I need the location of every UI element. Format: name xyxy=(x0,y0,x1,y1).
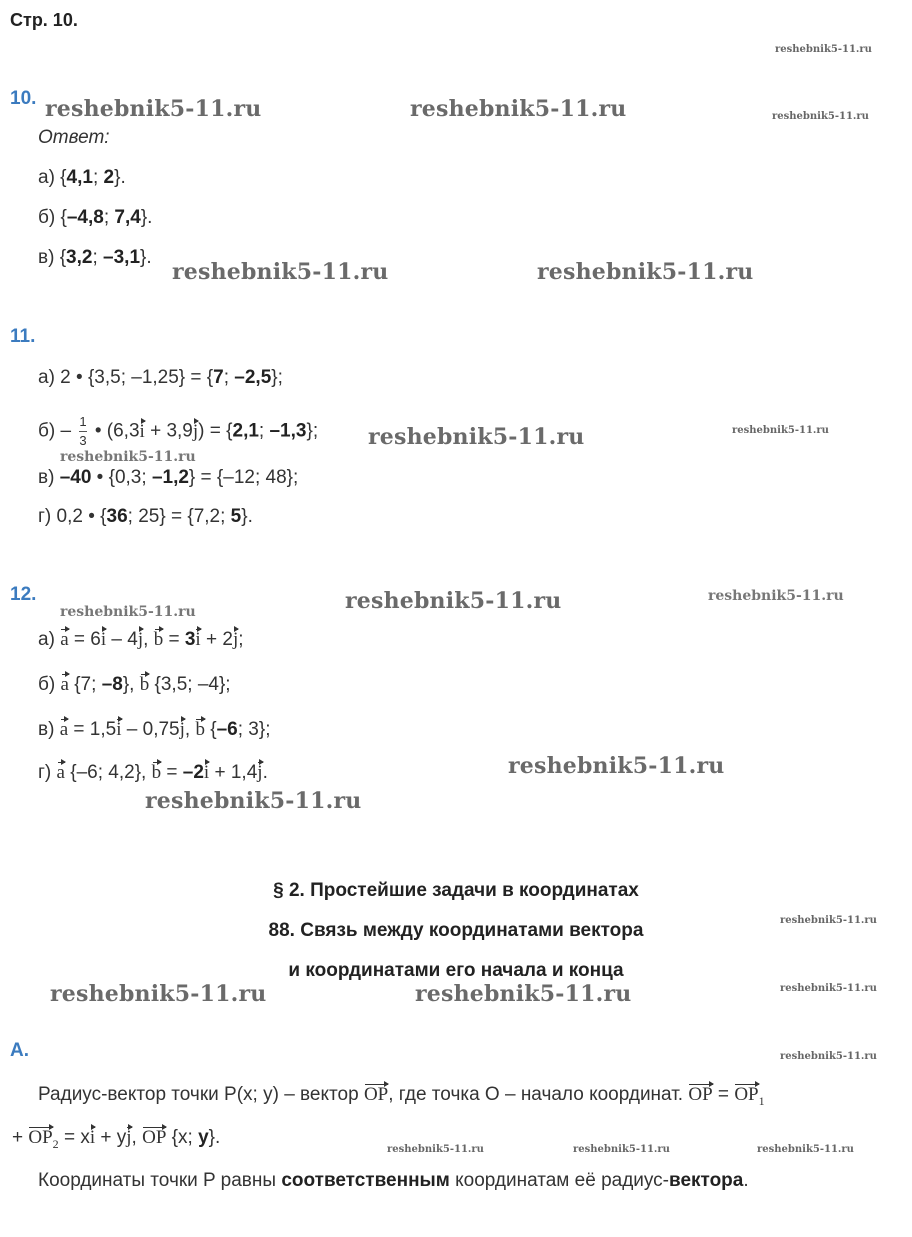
watermark: reshebnik5-11.ru xyxy=(508,753,725,779)
text: }; xyxy=(271,367,283,388)
text: б) – xyxy=(38,420,77,442)
bold-text: –4,8 xyxy=(66,207,104,228)
vector-symbol: b xyxy=(195,719,205,740)
text: ; xyxy=(223,367,235,388)
text: а) xyxy=(38,629,61,650)
text: • {0,3; xyxy=(91,467,152,488)
vector-subscript: 2 xyxy=(52,1136,59,1151)
section-subtitle: и координатами его начала и конца xyxy=(288,960,624,981)
answer-line xyxy=(38,761,268,785)
vector-symbol: j xyxy=(126,1127,132,1148)
vector-subscript: 1 xyxy=(758,1093,765,1108)
watermark: reshebnik5-11.ru xyxy=(410,96,627,122)
vector xyxy=(90,1127,95,1148)
vector-symbol: OP xyxy=(734,1084,759,1105)
watermark: reshebnik5-11.ru xyxy=(775,44,872,55)
text: ; xyxy=(92,247,104,268)
text: г) xyxy=(38,762,57,783)
watermark: reshebnik5-11.ru xyxy=(345,588,562,614)
watermark: reshebnik5-11.ru xyxy=(780,983,877,994)
text: , xyxy=(131,1127,143,1148)
fraction xyxy=(79,413,86,450)
text: ; xyxy=(92,167,104,188)
text: + 1,4 xyxy=(209,762,258,783)
answer-line xyxy=(38,206,152,230)
vector xyxy=(257,762,262,783)
vector xyxy=(152,762,162,783)
answer-line xyxy=(38,166,126,190)
vector-symbol: j xyxy=(232,629,239,650)
text: }. xyxy=(140,247,152,268)
text: а) { xyxy=(38,167,67,188)
text: = x xyxy=(58,1127,90,1148)
watermark: reshebnik5-11.ru xyxy=(368,424,585,450)
vector xyxy=(138,629,143,650)
bold-text: –2 xyxy=(182,762,204,783)
vector xyxy=(688,1084,712,1105)
vector xyxy=(60,719,68,740)
fraction-numerator: 1 xyxy=(79,414,87,429)
text: }. xyxy=(241,506,253,527)
bold-text: –1,2 xyxy=(151,467,189,488)
text: – 0,75 xyxy=(121,719,180,740)
text: в) xyxy=(38,467,60,488)
answer-line xyxy=(38,718,270,742)
vector xyxy=(195,719,205,740)
watermark: reshebnik5-11.ru xyxy=(780,1051,877,1062)
task-number-10: 10. xyxy=(10,88,37,109)
text: в) { xyxy=(38,247,67,268)
text: координатам её радиус- xyxy=(449,1170,670,1191)
text: + 2 xyxy=(200,629,233,650)
bold-text: 36 xyxy=(106,506,128,527)
answer-line xyxy=(38,505,253,529)
watermark: reshebnik5-11.ru xyxy=(60,449,196,465)
bold-text: 4,1 xyxy=(66,167,93,188)
vector-symbol: b xyxy=(151,762,162,783)
vector-symbol: OP xyxy=(142,1127,167,1148)
answer-label: Ответ: xyxy=(38,127,110,148)
vector xyxy=(180,719,185,740)
vector-symbol: a xyxy=(60,674,69,695)
task-number-12: 12. xyxy=(10,584,37,605)
text: = xyxy=(161,762,183,783)
watermark: reshebnik5-11.ru xyxy=(732,425,829,436)
vector-symbol: i xyxy=(116,719,122,740)
text: . xyxy=(262,762,268,783)
text: {x; xyxy=(166,1127,199,1148)
text: Координаты точки P равны xyxy=(38,1170,282,1191)
watermark: reshebnik5-11.ru xyxy=(45,96,262,122)
watermark: reshebnik5-11.ru xyxy=(387,1144,484,1155)
watermark: reshebnik5-11.ru xyxy=(780,915,877,926)
text: ; xyxy=(103,207,115,228)
vector-symbol: OP xyxy=(28,1127,53,1148)
bold-text: 7,4 xyxy=(114,207,141,228)
vector xyxy=(60,629,68,650)
vector-symbol: i xyxy=(89,1127,96,1148)
text: , xyxy=(143,629,154,650)
watermark: reshebnik5-11.ru xyxy=(708,588,844,604)
text: б) xyxy=(38,674,61,695)
bold-text: –40 xyxy=(59,467,92,488)
vector xyxy=(233,629,238,650)
bold-text: 3,2 xyxy=(66,247,93,268)
watermark: reshebnik5-11.ru xyxy=(537,259,754,285)
vector xyxy=(154,629,164,650)
vector xyxy=(116,719,121,740)
text: • (6,3 xyxy=(89,420,140,442)
text: = xyxy=(163,629,185,650)
vector xyxy=(140,674,150,695)
vector xyxy=(28,1127,59,1151)
text: }. xyxy=(208,1127,221,1148)
text: {3,5; –4}; xyxy=(149,674,231,695)
vector xyxy=(204,762,209,783)
answer-line xyxy=(38,628,244,652)
vector xyxy=(142,1127,166,1148)
text: {–6; 4,2}, xyxy=(64,762,152,783)
text: = xyxy=(712,1084,735,1105)
text: ; 3}; xyxy=(237,719,271,740)
text: + xyxy=(12,1127,29,1148)
bold-text: –6 xyxy=(216,719,238,740)
vector xyxy=(364,1084,388,1105)
answer-line xyxy=(38,366,283,390)
bold-text: –3,1 xyxy=(103,247,141,268)
section-subtitle: 88. Связь между координатами вектора xyxy=(268,920,644,941)
bold-text: вектора xyxy=(669,1170,744,1191)
bold-text: 2,1 xyxy=(232,420,259,442)
text: а) 2 • {3,5; –1,25} = { xyxy=(38,367,214,388)
text: } = {–12; 48}; xyxy=(188,467,299,488)
watermark: reshebnik5-11.ru xyxy=(757,1144,854,1155)
vector-symbol: j xyxy=(179,719,185,740)
vector-symbol: a xyxy=(60,629,69,650)
vector xyxy=(126,1127,131,1148)
text: Радиус-вектор точки P(x; y) – вектор xyxy=(38,1084,364,1105)
text: }; xyxy=(306,420,319,442)
text: . xyxy=(743,1170,749,1191)
bold-text: 7 xyxy=(213,367,224,388)
vector-symbol: a xyxy=(59,719,69,740)
vector-symbol: i xyxy=(100,629,107,650)
text: {7; xyxy=(68,674,102,695)
text: б) { xyxy=(38,207,67,228)
text: – 4 xyxy=(106,629,138,650)
watermark: reshebnik5-11.ru xyxy=(573,1144,670,1155)
text: ; 25} = {7,2; xyxy=(127,506,231,527)
paragraph-line xyxy=(12,1126,220,1156)
vector xyxy=(61,674,69,695)
vector xyxy=(734,1084,765,1108)
paragraph-line xyxy=(38,1083,765,1113)
paragraph-line xyxy=(38,1169,749,1193)
bold-text: 5 xyxy=(230,506,242,527)
part-label: А. xyxy=(10,1040,29,1061)
text: , xyxy=(184,719,196,740)
answer-line xyxy=(38,413,318,450)
watermark: reshebnik5-11.ru xyxy=(50,981,267,1007)
watermark: reshebnik5-11.ru xyxy=(415,981,632,1007)
answer-line xyxy=(38,466,298,490)
vector-symbol: i xyxy=(195,629,201,650)
text: в) xyxy=(38,719,60,740)
vector-symbol: OP xyxy=(688,1084,713,1105)
vector xyxy=(195,629,200,650)
task-number-11: 11. xyxy=(10,326,36,347)
text: г) 0,2 • { xyxy=(38,506,107,527)
vector-symbol: OP xyxy=(363,1084,389,1105)
watermark: reshebnik5-11.ru xyxy=(145,788,362,814)
section-title: § 2. Простейшие задачи в координатах xyxy=(273,880,639,901)
vector-symbol: j xyxy=(137,629,144,650)
bold-text: –2,5 xyxy=(234,367,272,388)
text: + 3,9 xyxy=(144,420,193,442)
text: = 1,5 xyxy=(68,719,117,740)
bold-text: 3 xyxy=(184,629,196,650)
page-label: Стр. 10. xyxy=(10,10,78,30)
answer-line xyxy=(38,246,152,270)
text: }. xyxy=(114,167,126,188)
vector-symbol: b xyxy=(139,674,150,695)
watermark: reshebnik5-11.ru xyxy=(772,111,869,122)
vector xyxy=(193,421,198,442)
answer-line xyxy=(38,673,231,697)
vector-symbol: j xyxy=(192,420,199,442)
vector xyxy=(140,421,145,442)
text: = 6 xyxy=(68,629,101,650)
bold-text: 2 xyxy=(103,167,115,188)
text: }, xyxy=(122,674,140,695)
bold-text: –8 xyxy=(101,674,123,695)
watermark: reshebnik5-11.ru xyxy=(60,604,196,620)
vector xyxy=(101,629,106,650)
text: ; xyxy=(238,629,244,650)
vector-symbol: i xyxy=(203,762,210,783)
bold-text: y xyxy=(198,1127,209,1148)
vector-symbol: j xyxy=(257,762,263,783)
vector-symbol: i xyxy=(139,420,145,442)
text: ) = { xyxy=(198,420,233,442)
fraction-denominator: 3 xyxy=(79,433,87,448)
text: }. xyxy=(140,207,153,228)
text: + y xyxy=(95,1127,127,1148)
bold-text: соответственным xyxy=(281,1170,450,1191)
text: , где точка O – начало координат. xyxy=(388,1084,689,1105)
watermark: reshebnik5-11.ru xyxy=(172,259,389,285)
text: ; xyxy=(258,420,270,442)
vector-symbol: a xyxy=(56,762,65,783)
bold-text: –1,3 xyxy=(269,420,307,442)
vector-symbol: b xyxy=(153,629,164,650)
vector xyxy=(57,762,65,783)
text: { xyxy=(204,719,217,740)
